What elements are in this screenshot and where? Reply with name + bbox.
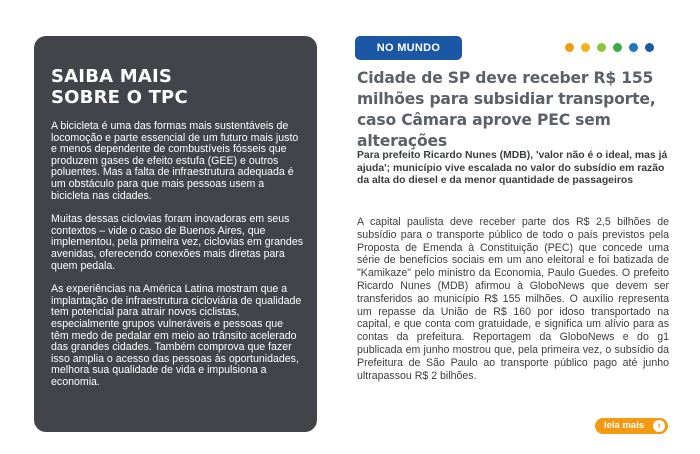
dot-2	[581, 43, 590, 52]
sidebar-title	[51, 66, 303, 108]
sidebar-title-line1: SAIBA MAIS	[51, 66, 173, 87]
article-headline: Cidade de SP deve receber R$ 155 milhões para subsidiar transporte, caso Câmara aprove PEC sem alterações	[357, 69, 656, 150]
dot-3	[597, 43, 606, 52]
chevron-right-icon: ›	[653, 420, 665, 432]
sidebar-paragraph-2: Muitas dessas ciclovias foram inovadoras em seus contextos – vide o caso de Buenos Aires, que implementou, pela primeira vez, ciclovias em grandes avenidas, oferecendo conexões mais diretas para quem pedala.	[51, 213, 304, 272]
sidebar-paragraph-3: As experiências na América Latina mostram que a implantação de infraestrutura cicloviária de qualidade tem potencial para atrair novos ciclistas, especialmente grupos vulneráveis e pessoas que têm medo de pedalar em meio ao trânsito acelerado das grandes cidades. Também comprova que fazer isso amplia o acesso das pessoas às oportunidades, melhora sua qualidade de vida e impulsiona a economia.	[51, 283, 302, 388]
read-more-label: leia mais	[604, 420, 645, 431]
article-lead: Para prefeito Ricardo Nunes (MDB), 'valor não é o ideal, mas já ajuda'; município vive escalada no valor do subsídio em razão da alta do diesel e da menor quantidade de passageiros	[357, 150, 668, 187]
info-sidebar	[34, 36, 317, 432]
sidebar-title-line2: SOBRE O TPC	[51, 87, 188, 108]
section-tag: NO MUNDO	[355, 36, 462, 60]
dot-1	[565, 43, 574, 52]
read-more-button[interactable]	[595, 418, 668, 434]
dot-6	[645, 43, 654, 52]
sidebar-paragraph-1: A bicicleta é uma das formas mais sustentáveis de locomoção e parte essencial de um futuro mais justo e menos dependente de combustíveis fósseis que produzem gases de efeito estufa (GEE) e outros poluentes. Mas a falta de infraestrutura adequada é um obstáculo para que mais pessoas usem a bicicleta nas cidades.	[51, 120, 299, 202]
dot-4	[613, 43, 622, 52]
article-body: A capital paulista deve receber parte dos R$ 2,5 bilhões de subsídio para o transporte público de todo o país previstos pela Proposta de Emenda à Constituição (PEC) que concede uma série de benefícios sociais em um ano eleitoral e foi batizada de "Kamikaze" pelo ministro da Economia, Paulo Guedes. O prefeito Ricardo Nunes (MDB) afirmou à GloboNews que devem ser transferidos ao município R$ 155 milhões. O auxílio representa um repasse da União de R$ 160 por idoso transportado na capital, e que conta com gratuidade, e significa um alívio para as contas da prefeitura. Reportagem da GloboNews e do g1 publicada em junho mostrou que, pela primeira vez, o subsídio da Prefeitura de São Paulo ao transporte público pago até junho ultrapassou R$ 2 bilhões.	[357, 216, 669, 382]
dot-5	[629, 43, 638, 52]
decorative-dots	[565, 43, 654, 53]
